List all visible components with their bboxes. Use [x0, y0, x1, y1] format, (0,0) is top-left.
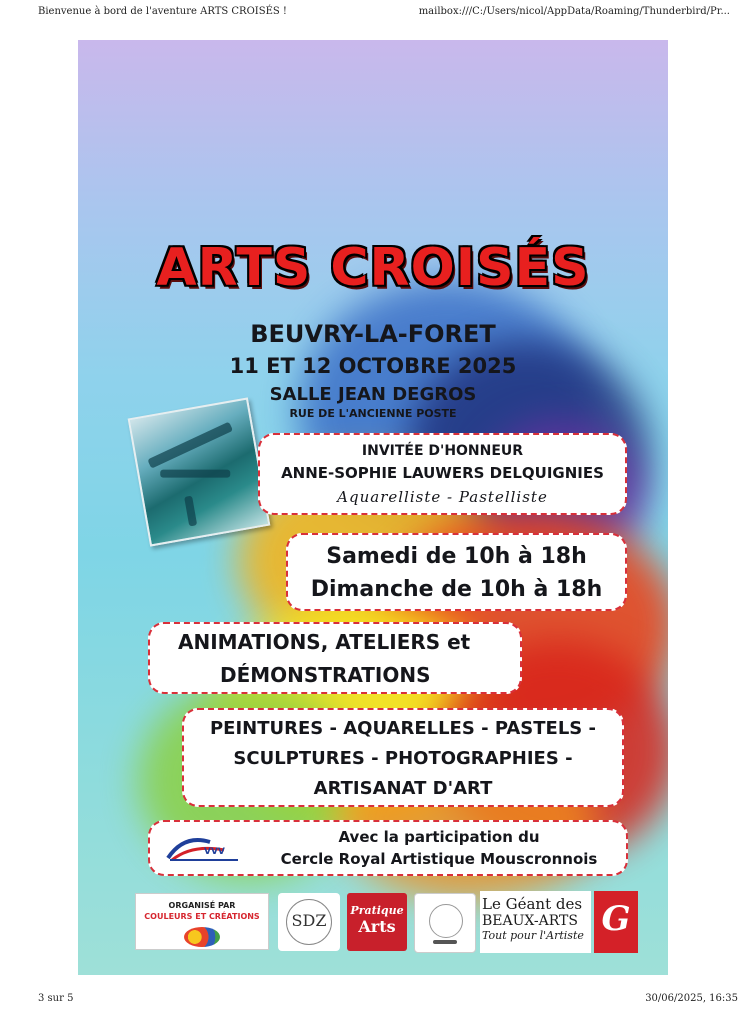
disciplines-line: SCULPTURES - PHOTOGRAPHIES -: [233, 748, 573, 769]
cercle-royal-logo: [164, 832, 244, 864]
event-street: RUE DE L'ANCIENNE POSTE: [289, 407, 457, 420]
sponsor-couleurs-et-creations: [135, 893, 269, 950]
hours-sunday: Dimanche de 10h à 18h: [310, 577, 603, 602]
print-page-url: mailbox:///C:/Users/nicol/AppData/Roaming/Thunderbird/Pr...: [418, 6, 730, 17]
geant-line: BEAUX-ARTS: [482, 913, 578, 929]
geant-logo-letter: G: [601, 899, 631, 939]
print-header: [0, 6, 744, 26]
sponsor-monogram-logo: [278, 893, 340, 951]
artwork-stroke: [184, 496, 197, 527]
circle-emblem-icon: [429, 904, 463, 938]
organizer-name: COULEURS ET CRÉATIONS: [144, 912, 260, 921]
disciplines-line: ARTISANAT D'ART: [313, 778, 493, 799]
instagram-icon: [433, 940, 457, 944]
pratique-label: Pratique: [350, 904, 404, 917]
art-disciplines-box: [182, 708, 624, 807]
animations-line: DÉMONSTRATIONS: [220, 663, 431, 687]
opening-hours-box: [286, 533, 627, 611]
monogram-text: SDZ: [291, 911, 327, 930]
guest-name: ANNE-SOPHIE LAUWERS DELQUIGNIES: [281, 464, 604, 482]
svg-text:VVV: VVV: [204, 847, 225, 857]
geant-logo-icon: [594, 891, 638, 953]
sponsor-geant-des-beaux-arts: [480, 891, 591, 953]
poster-title: ARTS CROISÉS: [156, 238, 590, 298]
event-dates: 11 ET 12 OCTOBRE 2025: [229, 354, 517, 378]
print-footer: [0, 993, 744, 1013]
guest-heading: INVITÉE D'HONNEUR: [361, 443, 524, 459]
participation-line: Cercle Royal Artistique Mouscronnois: [280, 850, 598, 868]
disciplines-line: PEINTURES - AQUARELLES - PASTELS -: [209, 718, 597, 739]
event-city: BEUVRY-LA-FORET: [250, 320, 496, 348]
sponsor-pratique-des-arts: [347, 893, 407, 951]
geant-line: Le Géant des: [482, 895, 583, 913]
artwork-stroke: [147, 422, 233, 469]
guest-of-honor-box: [258, 433, 627, 515]
print-page-title: Bienvenue à bord de l'aventure ARTS CROISÉS !: [38, 6, 287, 17]
event-venue: SALLE JEAN DEGROS: [269, 384, 477, 405]
arts-label: Arts: [358, 917, 396, 936]
palette-icon: [184, 927, 220, 947]
geant-tagline: Tout pour l'Artiste: [482, 929, 584, 942]
artwork-stroke: [160, 470, 230, 478]
participation-line: Avec la participation du: [338, 828, 540, 846]
print-datetime: 30/06/2025, 16:35: [645, 993, 738, 1004]
guest-artwork-image: [128, 397, 271, 546]
participation-box: [148, 820, 628, 876]
animations-line: ANIMATIONS, ATELIERS et: [178, 630, 471, 654]
organizer-label: ORGANISÉ PAR: [168, 901, 236, 910]
hours-saturday: Samedi de 10h à 18h: [326, 544, 587, 569]
guest-role: Aquarelliste - Pastelliste: [337, 488, 548, 506]
event-poster: [78, 40, 668, 975]
sponsor-circle-logo: [414, 893, 476, 953]
page-counter: 3 sur 5: [38, 993, 74, 1004]
animations-box: [148, 622, 522, 694]
